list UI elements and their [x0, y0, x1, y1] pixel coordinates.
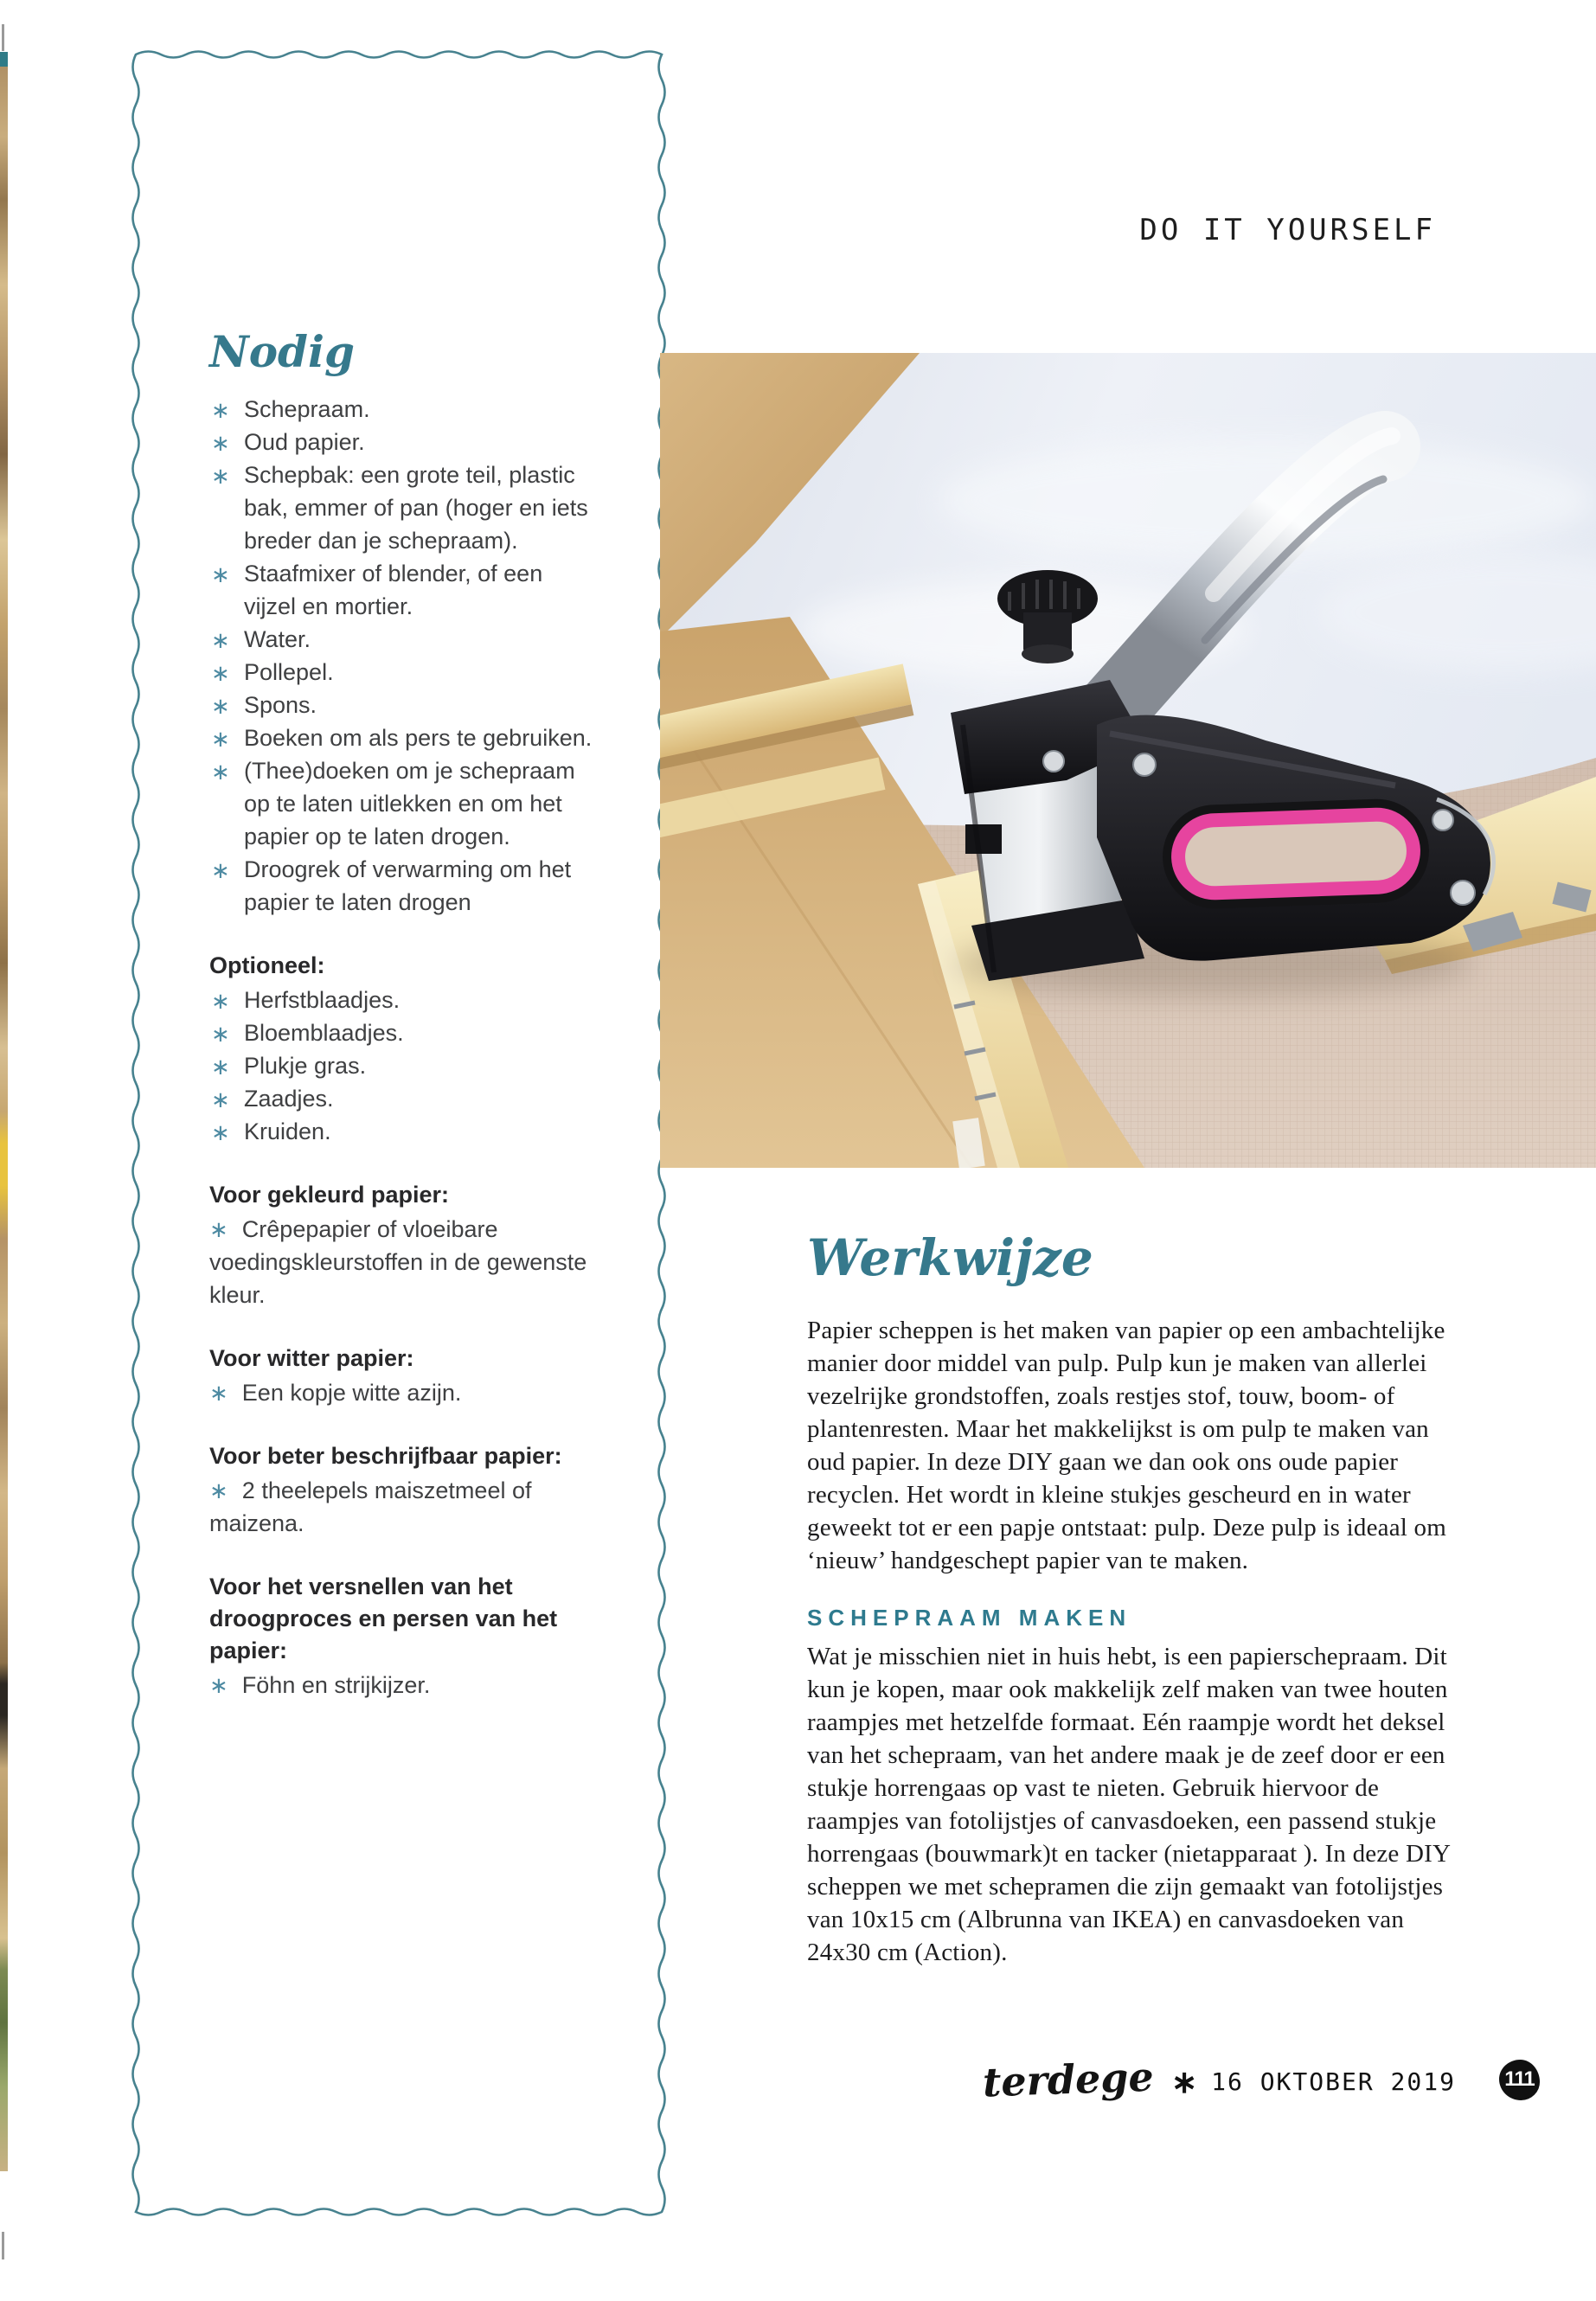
- asterisk-bullet-icon: ∗: [211, 759, 230, 785]
- list-item-text: Water.: [244, 626, 311, 652]
- asterisk-bullet-icon: ∗: [211, 463, 230, 489]
- list-item: [209, 1082, 597, 1115]
- list-item: [209, 853, 597, 919]
- sidebar-section: [209, 1179, 597, 1311]
- optional-sections: [209, 950, 597, 1702]
- list-item: [209, 426, 597, 458]
- section-subheading: SCHEPRAAM MAKEN: [807, 1604, 1132, 1631]
- sidebar-section-list: [209, 1213, 597, 1311]
- asterisk-bullet-icon: ∗: [211, 1054, 230, 1080]
- list-item-text: Schepraam.: [244, 396, 370, 422]
- list-item-text: Crêpepapier of vloeibare voedingskleurstoffen in de gewenste kleur.: [209, 1216, 587, 1308]
- asterisk-bullet-icon: ∗: [211, 1119, 230, 1145]
- list-item-text: Bloemblaadjes.: [244, 1020, 404, 1046]
- sidebar-section-heading: Voor gekleurd papier:: [209, 1182, 450, 1208]
- list-item: [209, 1376, 597, 1409]
- asterisk-bullet-icon: ∗: [211, 693, 230, 719]
- asterisk-bullet-icon: ∗: [211, 660, 230, 686]
- list-item: [209, 1213, 597, 1311]
- list-item: [209, 721, 597, 754]
- asterisk-bullet-icon: ∗: [211, 726, 230, 752]
- list-item: [209, 1474, 597, 1540]
- list-item-text: Pollepel.: [244, 659, 334, 685]
- sidebar-section: [209, 1440, 597, 1540]
- sidebar-section-heading: Voor het versnellen van het droogproces en persen van het papier:: [209, 1574, 558, 1663]
- asterisk-bullet-icon: ∗: [209, 1477, 228, 1503]
- page-edge-photo-strip: [0, 52, 8, 2171]
- list-item-text: (Thee)doeken om je schepraam op te laten uitlekken en om het papier op te laten drogen.: [244, 758, 575, 849]
- sidebar-section-list: [209, 1376, 597, 1409]
- asterisk-bullet-icon: ∗: [211, 627, 230, 653]
- asterisk-bullet-icon: ∗: [211, 1021, 230, 1047]
- asterisk-bullet-icon: ∗: [211, 397, 230, 423]
- sidebar-section-heading: Voor beter beschrijfbaar papier:: [209, 1443, 562, 1469]
- article-column: [807, 1228, 1466, 1969]
- list-item: [209, 557, 597, 623]
- issue-date: 16 OKTOBER 2019: [1211, 2067, 1456, 2096]
- sidebar-section-list: [209, 1474, 597, 1540]
- asterisk-bullet-icon: ∗: [211, 561, 230, 587]
- asterisk-icon: ∗: [1170, 2064, 1198, 2099]
- staple-gun-grip-hole: [1176, 812, 1416, 895]
- asterisk-bullet-icon: ∗: [209, 1380, 228, 1406]
- list-item-text: Oud papier.: [244, 429, 365, 455]
- list-item: [209, 1669, 597, 1702]
- list-item: [209, 1016, 597, 1049]
- sidebar-section: [209, 1343, 597, 1409]
- list-item-text: Föhn en strijkijzer.: [241, 1672, 431, 1698]
- asterisk-bullet-icon: ∗: [211, 988, 230, 1014]
- page-footer: [982, 2053, 1540, 2106]
- asterisk-bullet-icon: ∗: [211, 1086, 230, 1112]
- body-paragraph: Wat je misschien niet in huis hebt, is een papierschepraam. Dit kun je kopen, maar ook makkelijk zelf maken van twee houten raampjes met hetzelfde formaat. Eén raampje wordt het deksel van het schepraam, van het andere maak je de zeef door er een stukje horrengaas op vast te nieten. Gebruik hiervoor de raampjes van fotolijstjes of canvasdoeken, een passend stukje horrengaas (bouwmark)t en tacker (nietapparaat ). In deze DIY scheppen we met schepramen die zijn gemaakt van fotolijstjes van 10x15 cm (Albrunna van IKEA) en canvasdoeken van 24x30 cm (Action).: [807, 1642, 1451, 1966]
- list-item-text: Kruiden.: [244, 1118, 331, 1144]
- list-item: [209, 1049, 597, 1082]
- list-item-text: Staafmixer of blender, of een vijzel en mortier.: [244, 561, 543, 619]
- asterisk-bullet-icon: ∗: [211, 430, 230, 456]
- list-item: [209, 623, 597, 656]
- list-item: [209, 984, 597, 1016]
- sidebar-section-list: [209, 984, 597, 1148]
- materials-sidebar: [209, 326, 597, 1702]
- crop-mark-bottom: [2, 2232, 4, 2259]
- list-item-text: Herfstblaadjes.: [244, 987, 401, 1013]
- list-item-text: 2 theelepels maiszetmeel of maizena.: [209, 1477, 532, 1536]
- magazine-name: terdege: [982, 2053, 1155, 2106]
- list-item: [209, 754, 597, 853]
- list-item: [209, 458, 597, 557]
- page-kicker: DO IT YOURSELF: [1139, 213, 1436, 247]
- sidebar-section: [209, 950, 597, 1148]
- list-item-text: Droogrek of verwarming om het papier te laten drogen: [244, 856, 572, 915]
- list-item: [209, 393, 597, 426]
- list-item: [209, 689, 597, 721]
- needed-list: [209, 393, 597, 919]
- asterisk-bullet-icon: ∗: [211, 857, 230, 883]
- crop-mark-top: [2, 24, 4, 51]
- list-item: [209, 656, 597, 689]
- sidebar-section-list: [209, 1669, 597, 1702]
- intro-paragraph: Papier scheppen is het maken van papier op een ambachtelijke manier door middel van pulp. Pulp kun je maken van allerlei vezelrijke grondstoffen, zoals restjes stof, touw, boom- of plantenresten. Maar het makkelijkst is om pulp te maken van oud papier. In deze DIY gaan we dan ook ons oude papier recyclen. Het wordt in kleine stukjes gescheurd en in water geweekt tot er een papje ontstaat: pulp. Deze pulp is ideaal om ‘nieuw’ handgeschept papier van te maken.: [807, 1316, 1446, 1574]
- list-item-text: Zaadjes.: [244, 1086, 334, 1112]
- asterisk-bullet-icon: ∗: [209, 1216, 228, 1242]
- page-number-badge: 111: [1499, 2060, 1540, 2100]
- asterisk-bullet-icon: ∗: [209, 1672, 228, 1698]
- sidebar-section-heading: Optioneel:: [209, 952, 325, 978]
- photo-illustration: [660, 353, 1596, 1168]
- list-item: [209, 1115, 597, 1148]
- sidebar-section-heading: Voor witter papier:: [209, 1345, 414, 1371]
- sidebar-title: Nodig: [209, 326, 355, 377]
- list-item-text: Plukje gras.: [244, 1053, 367, 1079]
- list-item-text: Een kopje witte azijn.: [241, 1380, 462, 1406]
- staple-gun-photo: [660, 353, 1596, 1168]
- sidebar-section: [209, 1571, 597, 1702]
- list-item-text: Spons.: [244, 692, 317, 718]
- article-title: Werkwijze: [807, 1228, 1093, 1287]
- list-item-text: Boeken om als pers te gebruiken.: [244, 725, 593, 751]
- list-item-text: Schepbak: een grote teil, plastic bak, emmer of pan (hoger en iets breder dan je schepraam).: [244, 462, 588, 554]
